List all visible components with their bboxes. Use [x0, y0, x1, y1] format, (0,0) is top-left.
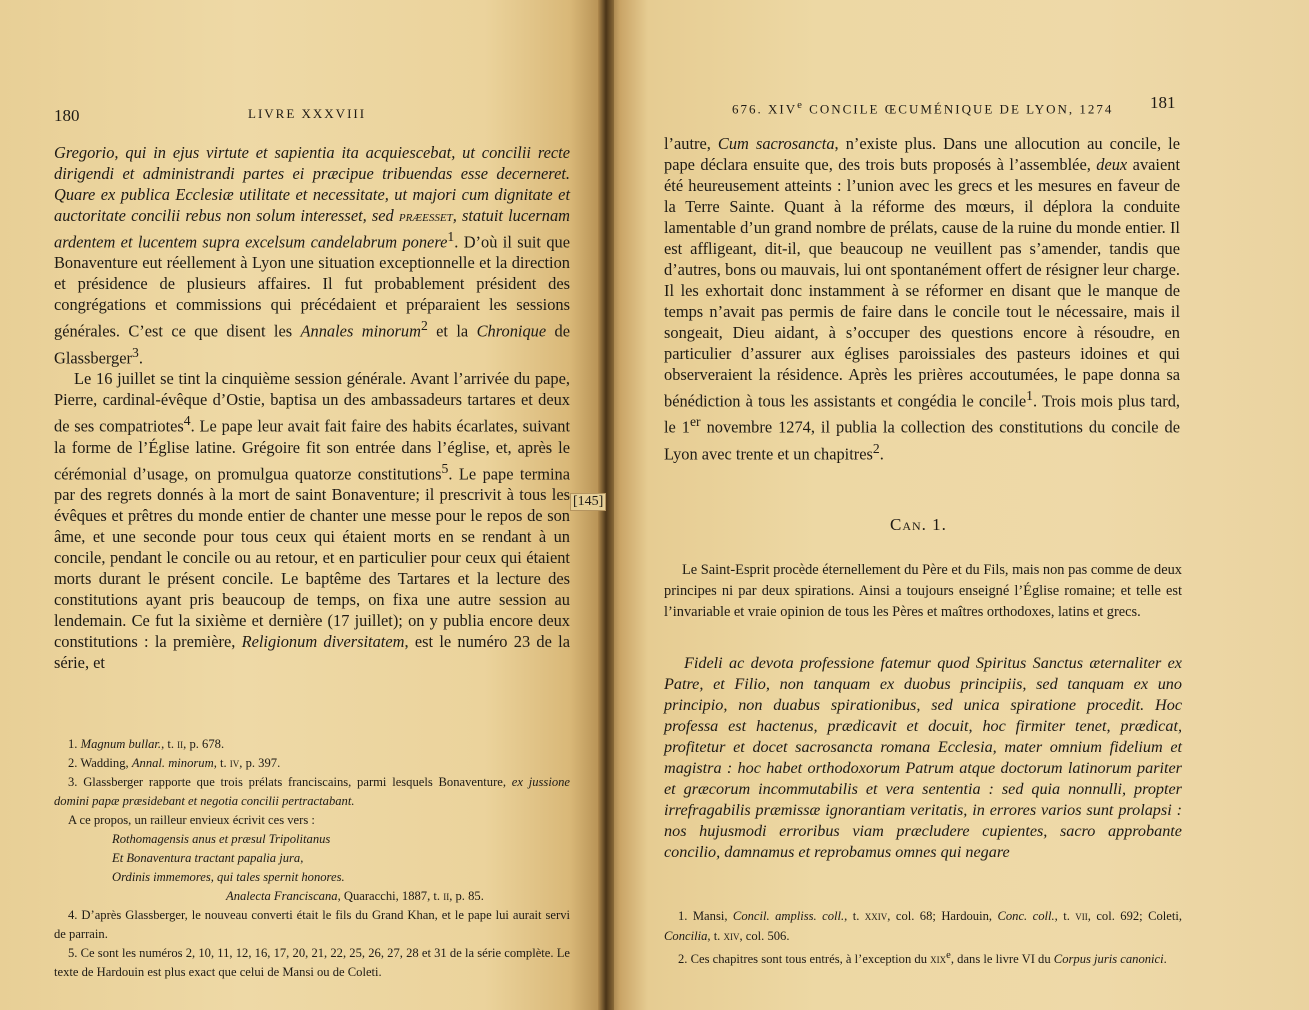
canon-french-text	[664, 560, 1182, 623]
right-paragraph-1: l’autre, Cum sacrosancta, n’existe plus. Dans une allocution au concile, le pape déclara ensuite que, des trois buts proposés à l’assemblée, deux avaient été heureusement atteints : l’union avec les grecs et les mesures en faveur de la Terre Sainte. Quant à la réforme des mœurs, il déplora la conduite lamentable d’un grand nombre de prélats, cause de la ruine du monde entier. Il est affligeant, dit-il, que beaucoup ne veuillent pas s’amender, tandis que d’autres, bons ou mauvais, lui ont spontanément offert de résigner leur charge. Il les exhortait donc instamment à se réformer en disant que le manque de temps n’avait pas permis de faire dans le concile tout le nécessaire, mais il songeait, Dieu aidant, à s’occuper des questions encore à résoudre, en particulier d’assurer aux églises paroissiales des pasteurs idoines et qui observeraient la résidence. Après les prières accoutumées, le pape donna sa bénédiction à tous les assistants et congédia le concile$^1$. Trois mois plus tard, le 1er novembre 1274, il publia la collection des constitutions du concile de Lyon avec trente et un chapitres$^2$.	[664, 134, 1180, 464]
margin-reference: [145]	[570, 493, 606, 511]
left-body-text	[54, 142, 570, 673]
canon-heading: Can. 1.	[890, 515, 947, 534]
footnote-1: 1. Magnum bullar., t. ii, p. 678.	[68, 737, 225, 751]
footnote-ref-4: 4	[183, 413, 191, 429]
poem-source: Analecta Franciscana, Quaracchi, 1887, t. ii, p. 85.	[226, 889, 484, 903]
left-page	[0, 0, 606, 1010]
footnote-ref-2: 2	[420, 318, 428, 334]
footnote-3: 3. Glassberger rapporte que trois prélats franciscains, parmi lesquels Bonaventure, ex jussione domini papæ præsidebant et negotia concilii pertractabant.	[54, 775, 570, 808]
footnote-ref-5: 5	[441, 460, 449, 476]
left-paragraph-1: Gregorio, qui in ejus virtute et sapientia ita acquiescebat, ut concilii recte dirigendi et administrandi partes ei præcipue tribuendas esse decerneret. Quare ex publica Ecclesiæ utilitate et necessitate, ut majori cum dignitate et auctoritate concilii rebus non solum interesset, sed præesset, statuit lucernam ardentem et lucentem supra excelsum candelabrum ponere$^1$. D’où il suit que Bonaventure eut réellement à Lyon une situation exceptionnelle et la direction et présidence de plusieurs affaires. Il fut probablement président des congrégations et commissions qui précédaient et préparaient les sessions générales. C’est ce que disent les Annales minorum$^2$ et la Chronique de Glassberger$^3$.	[54, 143, 570, 368]
poem-line-3: Ordinis immemores, qui tales spernit honores.	[112, 870, 345, 884]
footnote-ref-r1: 1	[1026, 388, 1033, 403]
footnote-2: 2. Wadding, Annal. minorum, t. iv, p. 397.	[68, 756, 281, 770]
footnote-ref-r2: 2	[872, 440, 880, 456]
footnote-ref-1: 1	[447, 229, 455, 244]
left-paragraph-2: Le 16 juillet se tint la cinquième session générale. Avant l’arrivée du pape, Pierre, cardinal-évêque d’Ostie, baptisa un des ambassadeurs tartares et deux de ses compatriotes$^4$. Le pape leur avait fait faire des habits écarlates, suivant la forme de l’Église latine. Grégoire fit son entrée dans l’église, et, après le cérémonial d’usage, on promulgua quatorze constitutions$^5$. Le pape termina par des regrets donnés à la mort de saint Bonaventure; il prescrivit à tous les évêques et prêtres du monde entier de chanter une messe pour le repos de son âme, et une seconde pour tous ceux qui étaient morts en se rendant à un concile, pendant le concile ou au retour, et en particulier pour ceux qui étaient morts durant le présent concile. Le baptême des Tartares et la lecture des constitutions ayant pris beaucoup de temps, on fixa une autre session au lendemain. Ce fut la sixième et dernière (17 juillet); on y publia encore deux constitutions : la première, Religionum diversitatem, est le numéro 23 de la série, et	[54, 369, 570, 673]
footnote-3-continued: A ce propos, un railleur envieux écrivit ces vers :	[68, 813, 315, 827]
poem-line-1: Rothomagensis anus et præsul Tripolitanus	[112, 832, 331, 846]
poem-line-2: Et Bonaventura tractant papalia jura,	[112, 851, 304, 865]
right-footnote-2: 2. Ces chapitres sont tous entrés, à l’exception du xix$^e$, dans le livre VI du Corpus juris canonici.	[678, 950, 1167, 967]
left-page-number: 180	[54, 106, 80, 125]
footnote-4: 4. D’après Glassberger, le nouveau converti était le fils du Grand Khan, et le pape lui aurait servi de parrain.	[54, 908, 570, 941]
footnote-5: 5. Ce sont les numéros 2, 10, 11, 12, 16, 17, 20, 21, 22, 25, 26, 27, 28 et 31 de la série complète. Le texte de Hardouin est plus exact que celui de Mansi ou de Coleti.	[54, 946, 570, 979]
canon-french-paragraph: Le Saint-Esprit procède éternellement du Père et du Fils, mais non pas comme de deux principes ni par deux spirations. Ainsi a toujours enseigné l’Église romaine; et telle est l’invariable et vraie opinion de tous les Pères et maîtres orthodoxes, latins et grecs.	[664, 562, 1182, 620]
right-body-text	[664, 133, 1180, 464]
right-page-number: 181	[1150, 93, 1176, 112]
left-footnotes	[54, 735, 570, 982]
canon-latin-text	[664, 653, 1182, 863]
left-running-head: LIVRE XXXVIII	[248, 106, 367, 121]
footnote-ref-3: 3	[131, 344, 139, 360]
right-footnote-1: 1. Mansi, Concil. ampliss. coll., t. xxiv, col. 68; Hardouin, Conc. coll., t. vii, col. 692; Coleti, Concilia, t. xiv, col. 506.	[664, 909, 1183, 943]
right-footnotes	[664, 906, 1182, 969]
right-running-head: 676. XIVe CONCILE ŒCUMÉNIQUE DE LYON, 1274	[732, 99, 1114, 117]
canon-latin-paragraph: Fideli ac devota professione fatemur quod Spiritus Sanctus æternaliter ex Patre, et Filio, non tanquam ex duobus principiis, sed tanquam ex uno principio, non duabus spirationibus, sed unica spiratione procedit. Hoc professa est hactenus, prædicavit et docuit, hoc firmiter tenet, prædicat, profitetur et docet sacrosancta romana Ecclesia, mater omnium fidelium et magistra : hoc habet orthodoxorum Patrum atque doctorum latinorum pariter et græcorum incommutabilis et vera sententia : sed quia nonnulli, propter irrefragabilis præmissæ ignorantiam veritatis, in errores varios sunt prolapsi : nos hujusmodi erroribus viam præcludere cupientes, sacro approbante concilio, damnamus et reprobamus omnes qui negare	[664, 654, 1182, 861]
